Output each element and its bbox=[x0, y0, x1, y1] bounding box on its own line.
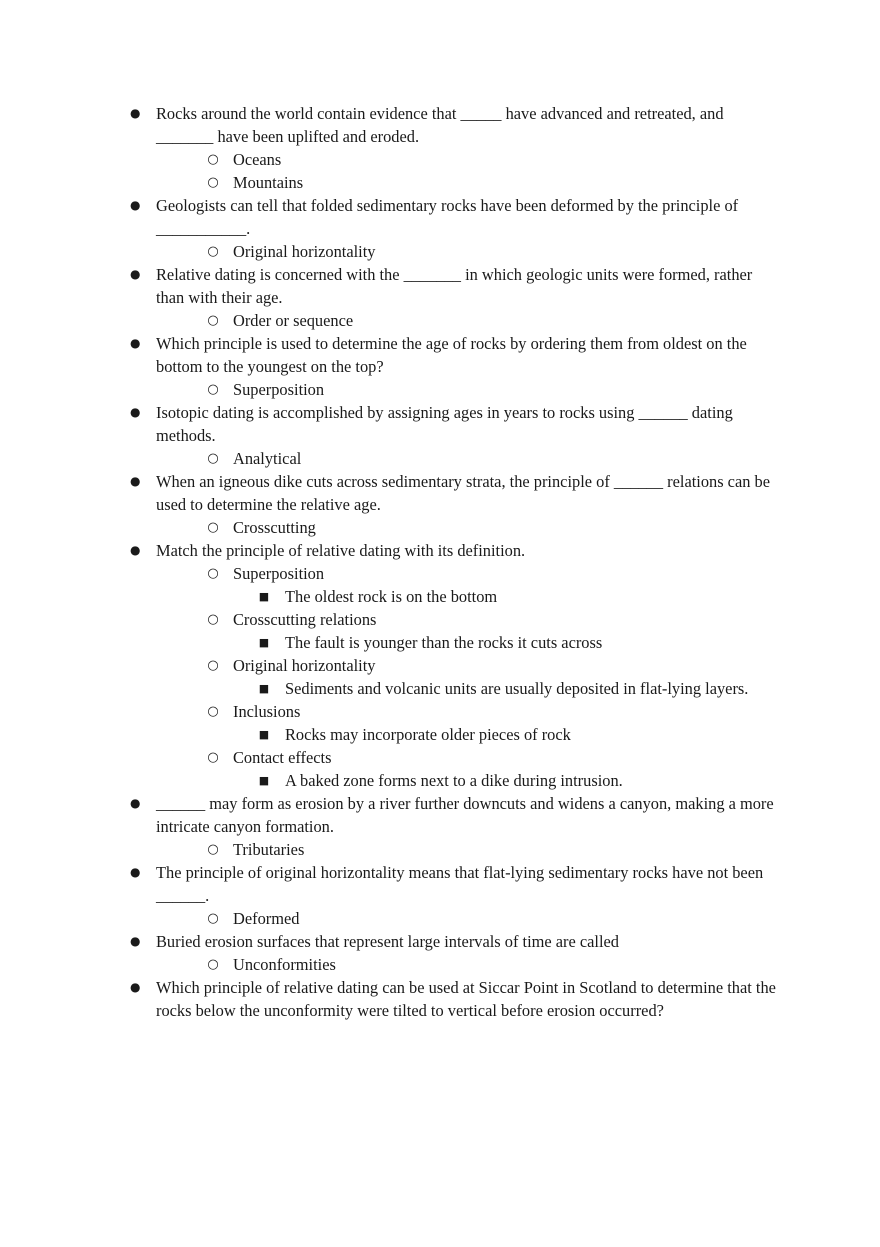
question-item bbox=[130, 194, 780, 263]
square-bullet-icon: ■ bbox=[258, 636, 270, 649]
definition-text: A baked zone forms next to a dike during intrusion. bbox=[285, 771, 623, 790]
answer-text: Crosscutting bbox=[233, 518, 316, 537]
question-text: Rocks around the world contain evidence that _____ have advanced and retreated, and _______ have been uplifted and eroded. bbox=[156, 104, 724, 146]
answer-text: Order or sequence bbox=[233, 311, 354, 330]
hollow-circle-bullet-icon: ○ bbox=[207, 957, 219, 972]
filled-circle-bullet-icon: ● bbox=[130, 267, 141, 281]
answer-list bbox=[156, 907, 780, 930]
hollow-circle-bullet-icon: ○ bbox=[207, 520, 219, 535]
definition-list bbox=[156, 769, 780, 792]
question-item bbox=[130, 539, 780, 792]
answer-text: Superposition bbox=[233, 380, 325, 399]
filled-circle-bullet-icon: ● bbox=[130, 865, 141, 879]
hollow-circle-bullet-icon: ○ bbox=[207, 842, 219, 857]
filled-circle-bullet-icon: ● bbox=[130, 934, 141, 948]
question-item bbox=[130, 332, 780, 401]
answer-text: Oceans bbox=[233, 150, 282, 169]
hollow-circle-bullet-icon: ○ bbox=[207, 704, 219, 719]
answer-text: Original horizontality bbox=[233, 242, 376, 261]
answer-text: Original horizontality bbox=[233, 656, 376, 675]
hollow-circle-bullet-icon: ○ bbox=[207, 313, 219, 328]
square-bullet-icon: ■ bbox=[258, 728, 270, 741]
answer-text: Tributaries bbox=[233, 840, 305, 859]
definition-text: The fault is younger than the rocks it cuts across bbox=[285, 633, 603, 652]
definition-item bbox=[156, 631, 780, 654]
filled-circle-bullet-icon: ● bbox=[130, 796, 141, 810]
filled-circle-bullet-icon: ● bbox=[130, 980, 141, 994]
answer-text: Contact effects bbox=[233, 748, 332, 767]
answer-list bbox=[156, 378, 780, 401]
question-text: Match the principle of relative dating with its definition. bbox=[156, 541, 526, 560]
answer-list bbox=[156, 240, 780, 263]
definition-item bbox=[156, 585, 780, 608]
question-text: When an igneous dike cuts across sedimentary strata, the principle of ______ relations can be used to determine the relative age. bbox=[156, 472, 771, 514]
hollow-circle-bullet-icon: ○ bbox=[207, 750, 219, 765]
hollow-circle-bullet-icon: ○ bbox=[207, 911, 219, 926]
filled-circle-bullet-icon: ● bbox=[130, 405, 141, 419]
definition-text: Rocks may incorporate older pieces of rock bbox=[285, 725, 571, 744]
question-text: The principle of original horizontality means that flat-lying sedimentary rocks have not been ______. bbox=[156, 863, 764, 905]
hollow-circle-bullet-icon: ○ bbox=[207, 175, 219, 190]
answer-text: Mountains bbox=[233, 173, 304, 192]
answer-item bbox=[156, 378, 780, 401]
answer-list bbox=[156, 309, 780, 332]
answer-item bbox=[156, 240, 780, 263]
question-item bbox=[130, 976, 780, 1022]
question-item bbox=[130, 263, 780, 332]
answer-text: Unconformities bbox=[233, 955, 336, 974]
answer-item bbox=[156, 447, 780, 470]
question-item bbox=[130, 401, 780, 470]
square-bullet-icon: ■ bbox=[258, 682, 270, 695]
definition-list bbox=[156, 677, 780, 700]
document-body bbox=[130, 102, 780, 1022]
hollow-circle-bullet-icon: ○ bbox=[207, 612, 219, 627]
question-item bbox=[130, 102, 780, 194]
square-bullet-icon: ■ bbox=[258, 774, 270, 787]
answer-item bbox=[156, 309, 780, 332]
answer-list bbox=[156, 562, 780, 792]
answer-item bbox=[156, 171, 780, 194]
answer-list bbox=[156, 838, 780, 861]
question-item bbox=[130, 792, 780, 861]
answer-list bbox=[156, 447, 780, 470]
hollow-circle-bullet-icon: ○ bbox=[207, 152, 219, 167]
question-text: ______ may form as erosion by a river further downcuts and widens a canyon, making a more intricate canyon formation. bbox=[156, 794, 774, 836]
question-item bbox=[130, 930, 780, 976]
filled-circle-bullet-icon: ● bbox=[130, 106, 141, 120]
answer-text: Inclusions bbox=[233, 702, 301, 721]
hollow-circle-bullet-icon: ○ bbox=[207, 382, 219, 397]
hollow-circle-bullet-icon: ○ bbox=[207, 566, 219, 581]
question-item bbox=[130, 861, 780, 930]
question-text: Which principle of relative dating can be used at Siccar Point in Scotland to determine that the rocks below the unconformity were tilted to vertical before erosion occurred? bbox=[156, 978, 776, 1020]
definition-item bbox=[156, 677, 780, 700]
square-bullet-icon: ■ bbox=[258, 590, 270, 603]
answer-item bbox=[156, 608, 780, 631]
answer-item bbox=[156, 746, 780, 769]
answer-item bbox=[156, 907, 780, 930]
answer-list bbox=[156, 148, 780, 194]
hollow-circle-bullet-icon: ○ bbox=[207, 658, 219, 673]
answer-text: Superposition bbox=[233, 564, 325, 583]
answer-item bbox=[156, 838, 780, 861]
definition-text: Sediments and volcanic units are usually deposited in flat-lying layers. bbox=[285, 679, 749, 698]
hollow-circle-bullet-icon: ○ bbox=[207, 451, 219, 466]
question-text: Which principle is used to determine the age of rocks by ordering them from oldest on the bottom to the youngest on the top? bbox=[156, 334, 747, 376]
question-text: Geologists can tell that folded sedimentary rocks have been deformed by the principle of ___________. bbox=[156, 196, 739, 238]
answer-list bbox=[156, 516, 780, 539]
definition-text: The oldest rock is on the bottom bbox=[285, 587, 498, 606]
answer-item bbox=[156, 148, 780, 171]
question-item bbox=[130, 470, 780, 539]
filled-circle-bullet-icon: ● bbox=[130, 474, 141, 488]
definition-item bbox=[156, 769, 780, 792]
question-text: Relative dating is concerned with the _______ in which geologic units were formed, rather than with their age. bbox=[156, 265, 753, 307]
answer-item bbox=[156, 953, 780, 976]
definition-item bbox=[156, 723, 780, 746]
question-list bbox=[130, 102, 780, 1022]
answer-text: Analytical bbox=[233, 449, 302, 468]
hollow-circle-bullet-icon: ○ bbox=[207, 244, 219, 259]
definition-list bbox=[156, 585, 780, 608]
filled-circle-bullet-icon: ● bbox=[130, 336, 141, 350]
filled-circle-bullet-icon: ● bbox=[130, 198, 141, 212]
answer-item bbox=[156, 654, 780, 677]
answer-item bbox=[156, 700, 780, 723]
answer-text: Deformed bbox=[233, 909, 300, 928]
definition-list bbox=[156, 631, 780, 654]
answer-list bbox=[156, 953, 780, 976]
answer-item bbox=[156, 516, 780, 539]
answer-text: Crosscutting relations bbox=[233, 610, 377, 629]
question-text: Buried erosion surfaces that represent large intervals of time are called bbox=[156, 932, 619, 951]
definition-list bbox=[156, 723, 780, 746]
answer-item bbox=[156, 562, 780, 585]
filled-circle-bullet-icon: ● bbox=[130, 543, 141, 557]
question-text: Isotopic dating is accomplished by assigning ages in years to rocks using ______ dating methods. bbox=[156, 403, 733, 445]
